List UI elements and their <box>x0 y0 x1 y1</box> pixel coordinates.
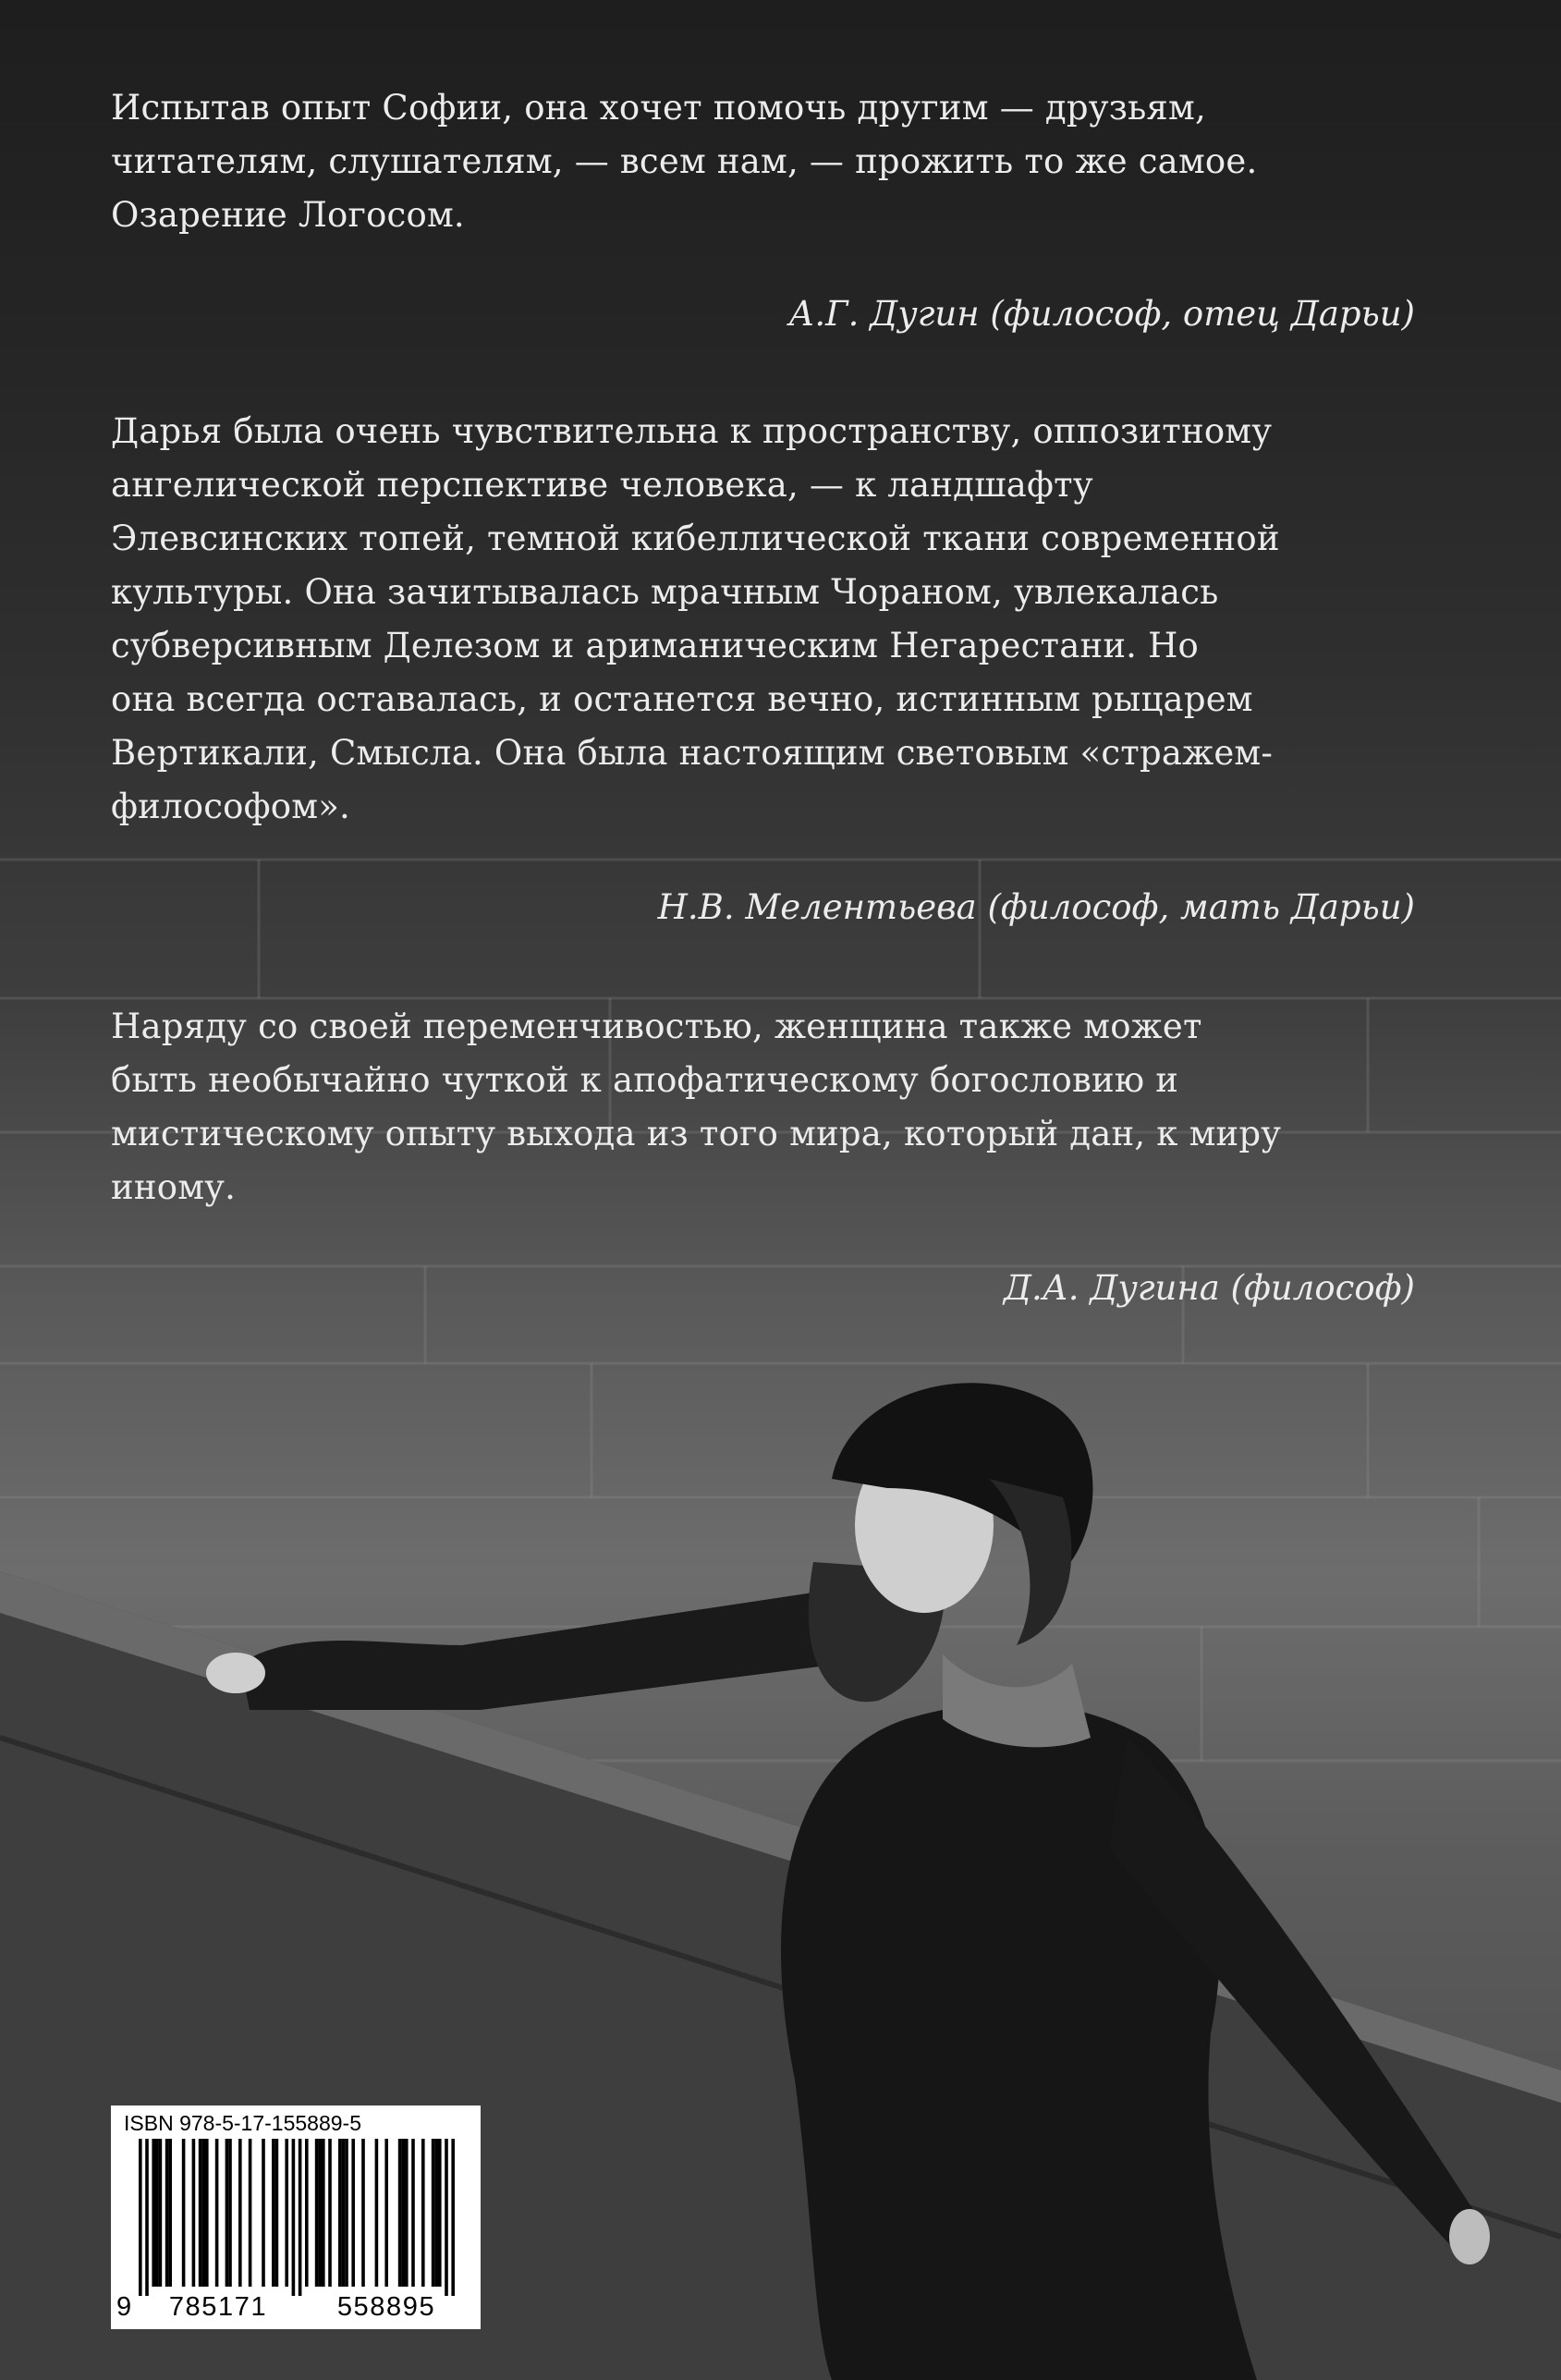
barcode-bar <box>384 2139 388 2287</box>
isbn-label: ISBN 978-5-17-155889-5 <box>124 2111 361 2135</box>
barcode-bar <box>182 2139 186 2287</box>
barcode-bar <box>228 2139 232 2287</box>
barcode-bar <box>192 2139 196 2287</box>
barcode-bar <box>155 2139 159 2287</box>
barcode-bar <box>226 2139 229 2287</box>
barcode-bar <box>315 2139 319 2287</box>
barcode-bar <box>139 2139 142 2296</box>
barcode-bar <box>432 2139 435 2287</box>
barcode-bar <box>328 2139 332 2287</box>
barcode-bar <box>338 2139 342 2287</box>
barcode-bar <box>205 2139 209 2287</box>
quote-line: субверсивным Делезом и ариманическим Негарестани. Но <box>111 626 1200 665</box>
barcode-bar <box>375 2139 379 2287</box>
barcode-bar <box>405 2139 409 2287</box>
barcode-bar <box>299 2139 302 2296</box>
quote-1-text <box>111 81 1423 242</box>
barcode-bar <box>361 2139 365 2287</box>
quote-3-text <box>111 1000 1423 1214</box>
barcode-bar <box>262 2139 265 2287</box>
barcode-bar <box>249 2139 252 2287</box>
barcode-digits <box>116 2291 479 2323</box>
barcode-digits-left: 785171 <box>168 2292 268 2322</box>
barcode-bar <box>322 2139 325 2287</box>
quote-line: Вертикали, Смысла. Она была настоящим световым «стражем- <box>111 733 1274 773</box>
quote-line: Дарья была очень чувствительна к пространству, оппозитному <box>111 411 1273 451</box>
quote-line: Элевсинских топей, темной кибеллической ткани современной <box>111 519 1280 558</box>
barcode-bar <box>351 2139 355 2287</box>
barcode-bar <box>421 2139 425 2287</box>
barcode-bar <box>168 2139 172 2287</box>
quote-line: быть необычайно чуткой к апофатическому богословию и <box>111 1060 1179 1100</box>
barcode-bar <box>345 2139 348 2287</box>
barcode-bar <box>201 2139 205 2287</box>
quote-line: читателям, слушателям, — всем нам, — прожить то же самое. <box>111 141 1258 181</box>
barcode-bar <box>238 2139 242 2287</box>
barcode-bar <box>318 2139 322 2287</box>
barcode-bar <box>398 2139 402 2287</box>
barcode-bars <box>120 2139 471 2296</box>
barcode-digits-right: 558895 <box>336 2292 436 2322</box>
barcode-bar <box>451 2139 455 2296</box>
barcode-bar <box>285 2139 288 2287</box>
barcode-bar <box>215 2139 219 2287</box>
barcode-bar <box>145 2139 149 2296</box>
quote-line: Испытав опыт Софии, она хочет помочь другим — друзьям, <box>111 88 1206 128</box>
barcode-bar <box>434 2139 438 2287</box>
barcode-bar <box>272 2139 275 2287</box>
barcode-bar <box>159 2139 163 2287</box>
quote-line: культуры. Она зачитывалась мрачным Чораном, увлекалась <box>111 572 1219 612</box>
quote-line: Наряду со своей переменчивостью, женщина также может <box>111 1007 1202 1046</box>
quote-line: она всегда оставалась, и останется вечно, истинным рыцарем <box>111 679 1253 719</box>
quote-line: мистическому опыту выхода из того мира, который дан, к миру <box>111 1114 1282 1153</box>
quote-line: философом». <box>111 787 351 826</box>
barcode-bar <box>401 2139 405 2287</box>
barcode-bar <box>275 2139 279 2287</box>
quote-1-attribution: А.Г. Дугин (философ, отец Дарьи) <box>788 294 1415 334</box>
barcode-bar <box>342 2139 346 2287</box>
quote-line: иному. <box>111 1167 237 1207</box>
quote-line: ангелической перспективе человека, — к ландшафту <box>111 465 1093 505</box>
barcode-bar <box>305 2139 309 2287</box>
barcode-bar <box>152 2139 155 2287</box>
barcode-bar <box>438 2139 442 2287</box>
barcode-bar <box>411 2139 415 2287</box>
quote-line: Озарение Логосом. <box>111 195 465 235</box>
barcode-digit-lead: 9 <box>116 2292 132 2322</box>
quote-2-attribution: Н.В. Мелентьева (философ, мать Дарьи) <box>657 887 1415 927</box>
barcode-bar <box>199 2139 202 2287</box>
barcode-bar <box>292 2139 296 2296</box>
barcode-bar <box>165 2139 169 2287</box>
isbn-barcode <box>111 2105 481 2329</box>
quote-3-attribution: Д.А. Дугина (философ) <box>1003 1268 1415 1308</box>
barcode-bar <box>445 2139 448 2296</box>
quote-2-text <box>111 405 1423 834</box>
